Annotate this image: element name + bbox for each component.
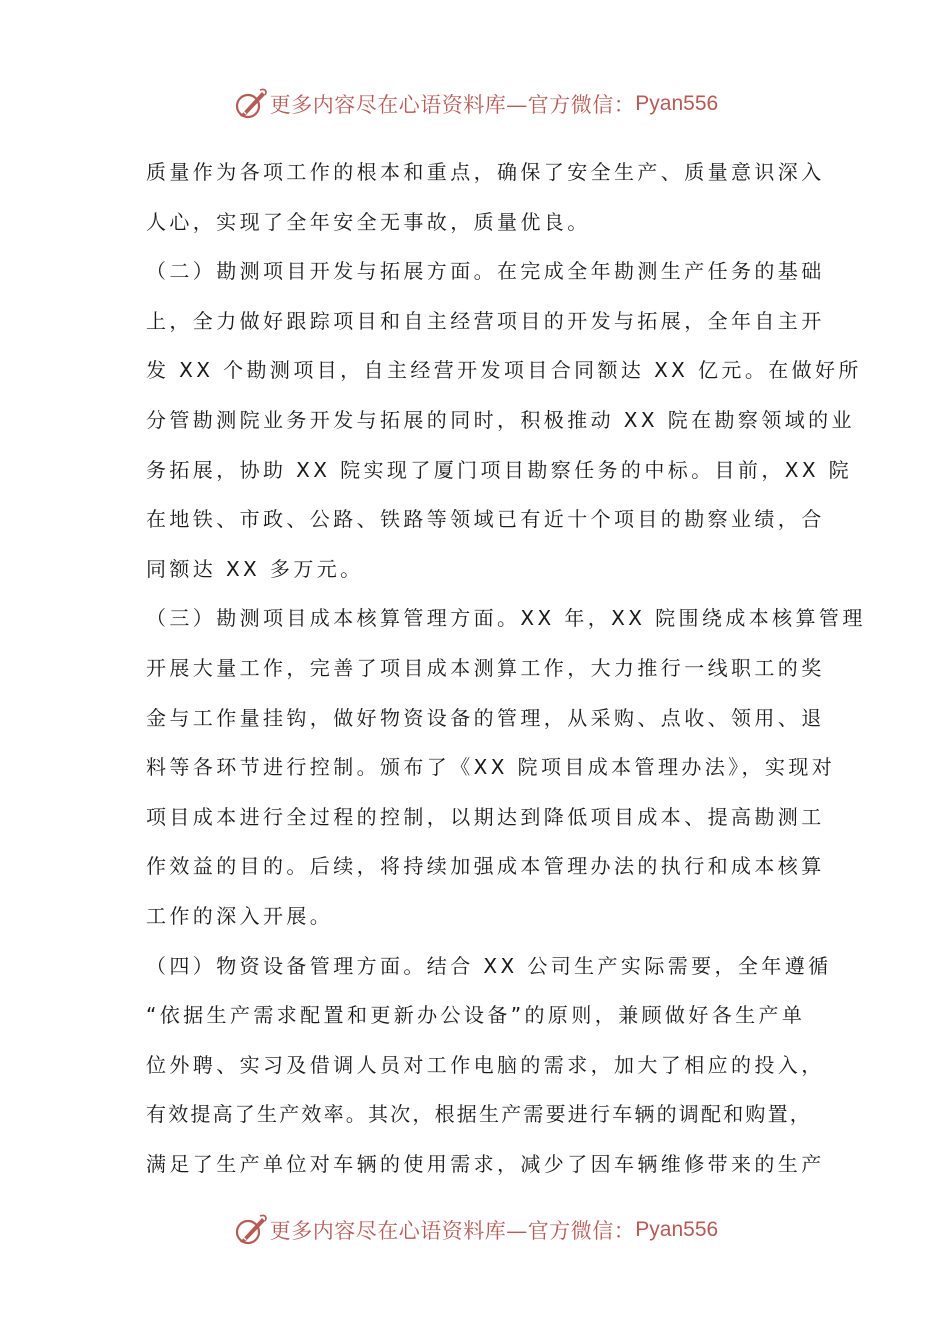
body-line: 位外聘、实习及借调人员对工作电脑的需求，加大了相应的投入，	[146, 1052, 825, 1077]
quill-logo-icon	[232, 86, 268, 122]
watermark-text: 更多内容尽在心语资料库—官方微信：	[269, 93, 636, 117]
body-line: 人心，实现了全年安全无事故，质量优良。	[146, 209, 591, 234]
body-line: （二）勘测项目开发与拓展方面。在完成全年勘测生产任务的基础	[146, 259, 825, 284]
body-line: （三）勘测项目成本核算管理方面。XX 年，XX 院围绕成本核算管理	[146, 606, 866, 631]
watermark-text: 更多内容尽在心语资料库—官方微信：	[269, 1219, 636, 1243]
footer-watermark	[0, 1210, 950, 1250]
body-line: 料等各环节进行控制。颁布了《XX 院项目成本管理办法》，实现对	[146, 755, 836, 780]
body-line: 项目成本进行全过程的控制，以期达到降低项目成本、提高勘测工	[146, 804, 825, 829]
body-line: 发 XX 个勘测项目，自主经营开发项目合同额达 XX 亿元。在做好所	[146, 358, 862, 383]
body-line: （四）物资设备管理方面。结合 XX 公司生产实际需要，全年遵循	[146, 953, 832, 978]
document-body	[146, 148, 866, 1189]
body-line: 务拓展，协助 XX 院实现了厦门项目勘察任务的中标。目前，XX 院	[146, 457, 853, 482]
body-line: 工作的深入开展。	[146, 903, 334, 928]
body-line: 作效益的目的。后续，将持续加强成本管理办法的执行和成本核算	[146, 854, 825, 879]
body-line: 上，全力做好跟踪项目和自主经营项目的开发与拓展，全年自主开	[146, 308, 825, 333]
watermark-account: Pyan556	[635, 92, 719, 115]
body-line: 在地铁、市政、公路、铁路等领域已有近十个项目的勘察业绩，合	[146, 507, 825, 532]
header-watermark	[0, 84, 950, 124]
body-line: 满足了生产单位对车辆的使用需求，减少了因车辆维修带来的生产	[146, 1151, 825, 1176]
body-line: 同额达 XX 多万元。	[146, 556, 364, 581]
body-line: 质量作为各项工作的根本和重点，确保了安全生产、质量意识深入	[146, 160, 825, 184]
watermark-account: Pyan556	[635, 1218, 719, 1241]
body-line: 有效提高了生产效率。其次，根据生产需要进行车辆的调配和购置，	[146, 1102, 812, 1127]
body-line: 金与工作量挂钩，做好物资设备的管理，从采购、点收、领用、退	[146, 705, 825, 730]
quill-logo-icon	[232, 1212, 268, 1248]
body-line: “依据生产需求配置和更新办公设备”的原则，兼顾做好各生产单	[146, 1003, 806, 1028]
body-line: 开展大量工作，完善了项目成本测算工作，大力推行一线职工的奖	[146, 655, 825, 680]
body-line: 分管勘测院业务开发与拓展的同时，积极推动 XX 院在勘察领域的业	[146, 407, 855, 432]
